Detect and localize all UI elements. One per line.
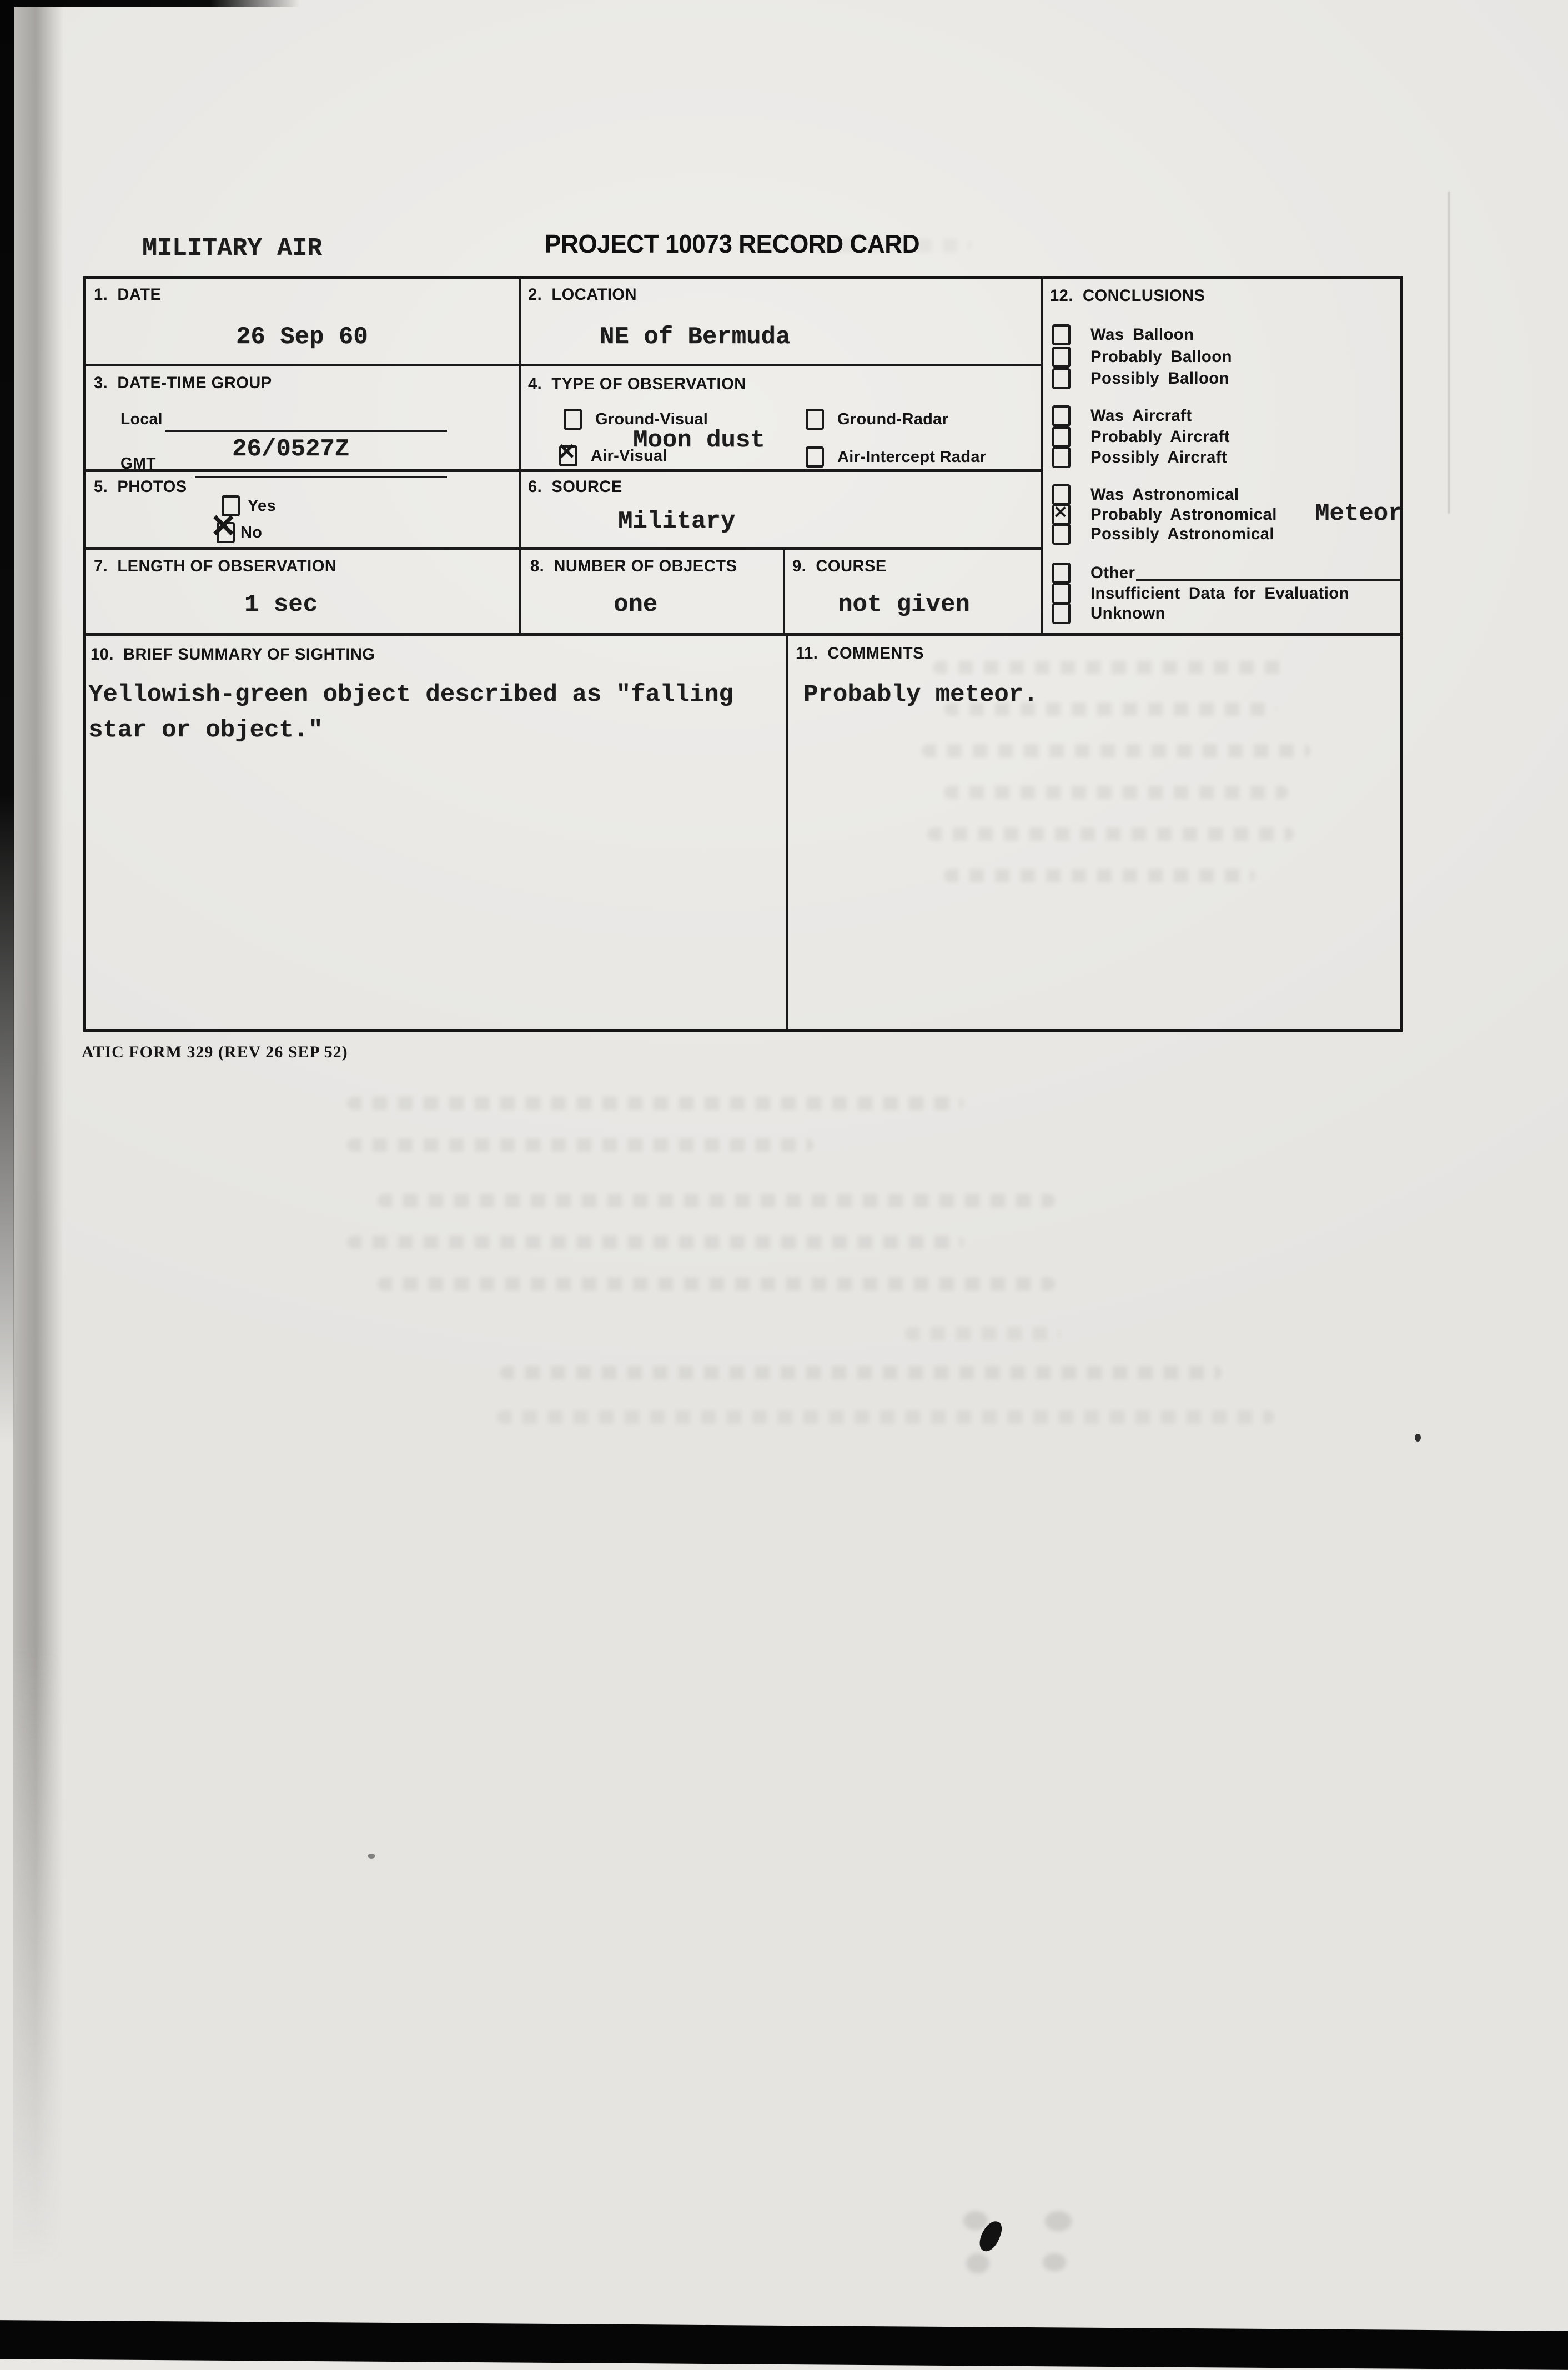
- header-military-air: MILITARY AIR: [142, 234, 323, 263]
- option-label: Yes: [248, 496, 276, 515]
- option-ground-radar: [806, 409, 948, 430]
- ink-blob: [1043, 2253, 1066, 2271]
- checkbox: [1052, 368, 1071, 389]
- local-label: Local: [120, 410, 163, 428]
- field-label-location: 2. LOCATION: [528, 285, 637, 304]
- observation-annotation: Moon dust: [633, 426, 765, 454]
- checkbox: [1052, 347, 1071, 368]
- option-label: No: [240, 523, 263, 541]
- ink-blob: [963, 2211, 988, 2230]
- conclusion-label: Possibly Balloon: [1090, 369, 1230, 388]
- checkbox: [1052, 324, 1071, 345]
- gmt-value: 26/0527Z: [232, 435, 350, 463]
- grid-line: [1041, 279, 1043, 636]
- checkbox: [1052, 405, 1071, 426]
- field-label-photos: 5. PHOTOS: [94, 478, 187, 496]
- conclusion-label: Was Astronomical: [1090, 485, 1239, 504]
- conclusion-possibly-astronomical: [1052, 524, 1278, 545]
- checkbox: [1052, 563, 1071, 584]
- ink-blob: [966, 2253, 989, 2273]
- conclusion-label: Possibly Astronomical: [1090, 525, 1274, 543]
- field-label-brief-summary: 10. BRIEF SUMMARY OF SIGHTING: [91, 645, 375, 664]
- speck: [1415, 1434, 1421, 1442]
- bleed-through-artifact: [500, 1366, 1222, 1379]
- conclusion-other: [1052, 563, 1401, 584]
- source-value: Military: [618, 508, 736, 535]
- option-air-visual: [559, 445, 667, 466]
- grid-line: [86, 364, 1041, 366]
- grid-line: [86, 547, 1041, 550]
- conclusion-label: Was Balloon: [1090, 325, 1194, 344]
- checkbox-air-visual: [559, 445, 577, 466]
- field-label-date-time-group: 3. DATE-TIME GROUP: [94, 374, 272, 392]
- conclusion-label: Possibly Aircraft: [1090, 448, 1228, 466]
- conclusion-label: Was Aircraft: [1090, 406, 1192, 425]
- conclusion-label: Probably Aircraft: [1090, 428, 1230, 446]
- page-title: PROJECT 10073 RECORD CARD: [545, 229, 920, 258]
- field-label-type-of-observation: 4. TYPE OF OBSERVATION: [528, 375, 746, 393]
- course-value: not given: [838, 591, 970, 619]
- conclusion-probably-balloon: [1052, 347, 1235, 368]
- option-label: Ground-Visual: [595, 410, 708, 428]
- conclusion-insufficient-data: [1052, 583, 1355, 604]
- comments-value: Probably meteor.: [803, 681, 1038, 709]
- conclusion-possibly-aircraft: [1052, 447, 1230, 468]
- bleed-through-artifact: [497, 1410, 1274, 1424]
- grid-line: [783, 547, 785, 636]
- field-label-conclusions: 12. CONCLUSIONS: [1050, 287, 1205, 305]
- field-label-length-of-observation: 7. LENGTH OF OBSERVATION: [94, 557, 337, 575]
- conclusion-was-astronomical: [1052, 484, 1242, 505]
- bleed-through-artifact: [347, 1138, 813, 1152]
- option-photos-no: [217, 522, 262, 543]
- checkbox-photos-no: [217, 522, 235, 543]
- option-air-intercept-radar: [806, 446, 986, 468]
- checkbox: [1052, 426, 1071, 448]
- conclusion-label: Insufficient Data for Evaluation: [1090, 584, 1350, 602]
- bleed-through-artifact: [378, 1194, 1055, 1207]
- grid-line: [86, 633, 1400, 636]
- option-label: Air-Intercept Radar: [837, 448, 987, 466]
- grid-line: [519, 279, 521, 636]
- checkbox-ground-radar: [806, 409, 824, 430]
- gmt-underline: [195, 476, 447, 478]
- conclusion-probably-astronomical: [1052, 500, 1403, 528]
- option-label: Air-Visual: [591, 446, 667, 465]
- gmt-label: GMT: [120, 455, 156, 473]
- grid-line: [786, 633, 788, 1029]
- speck: [368, 1854, 375, 1859]
- checkbox-air-intercept-radar: [806, 446, 824, 468]
- field-label-date: 1. DATE: [94, 285, 162, 304]
- checkbox: [1052, 447, 1071, 468]
- length-of-observation-value: 1 sec: [244, 591, 318, 619]
- conclusion-was-aircraft: [1052, 405, 1194, 426]
- scan-edge-left: [0, 0, 14, 1444]
- other-underline: [1136, 565, 1401, 581]
- checkbox: [1052, 504, 1071, 525]
- checkbox-ground-visual: [564, 409, 582, 430]
- checkbox: [1052, 603, 1071, 624]
- bleed-through-artifact: [905, 1327, 1061, 1340]
- conclusion-unknown: [1052, 603, 1167, 624]
- form-number: ATIC FORM 329 (REV 26 SEP 52): [82, 1043, 348, 1061]
- conclusion-probably-aircraft: [1052, 426, 1233, 448]
- checkbox: [1052, 484, 1071, 505]
- bleed-through-artifact: [378, 1277, 1055, 1291]
- paper-fold-line: [1448, 192, 1450, 514]
- checkbox: [1052, 583, 1071, 604]
- local-underline: [165, 430, 447, 432]
- ink-blob: [1045, 2211, 1072, 2231]
- brief-summary-line2: star or object.": [88, 716, 323, 744]
- date-value: 26 Sep 60: [236, 323, 368, 351]
- record-card: [83, 276, 1403, 1032]
- scan-edge-bottom: [0, 2320, 1568, 2370]
- conclusion-label: Probably Balloon: [1090, 348, 1232, 366]
- grid-line: [86, 469, 1041, 472]
- conclusion-was-balloon: [1052, 324, 1196, 345]
- conclusion-label: Other: [1090, 564, 1135, 582]
- bleed-through-artifact: [347, 1236, 963, 1249]
- field-label-course: 9. COURSE: [792, 557, 887, 575]
- scan-edge-top: [0, 0, 300, 7]
- field-label-comments: 11. COMMENTS: [796, 644, 924, 662]
- paper-edge-shadow: [13, 0, 63, 2288]
- conclusion-annotation: Meteor: [1315, 500, 1403, 528]
- conclusion-label: Unknown: [1090, 604, 1166, 622]
- conclusion-possibly-balloon: [1052, 368, 1232, 389]
- bleed-through-artifact: [347, 1097, 963, 1110]
- number-of-objects-value: one: [614, 591, 658, 619]
- field-label-number-of-objects: 8. NUMBER OF OBJECTS: [530, 557, 737, 575]
- checkbox: [1052, 524, 1071, 545]
- field-label-source: 6. SOURCE: [528, 478, 622, 496]
- location-value: NE of Bermuda: [600, 323, 791, 351]
- brief-summary-line1: Yellowish-green object described as "falling: [88, 681, 733, 709]
- option-label: Ground-Radar: [837, 410, 949, 428]
- conclusion-label: Probably Astronomical: [1090, 505, 1277, 524]
